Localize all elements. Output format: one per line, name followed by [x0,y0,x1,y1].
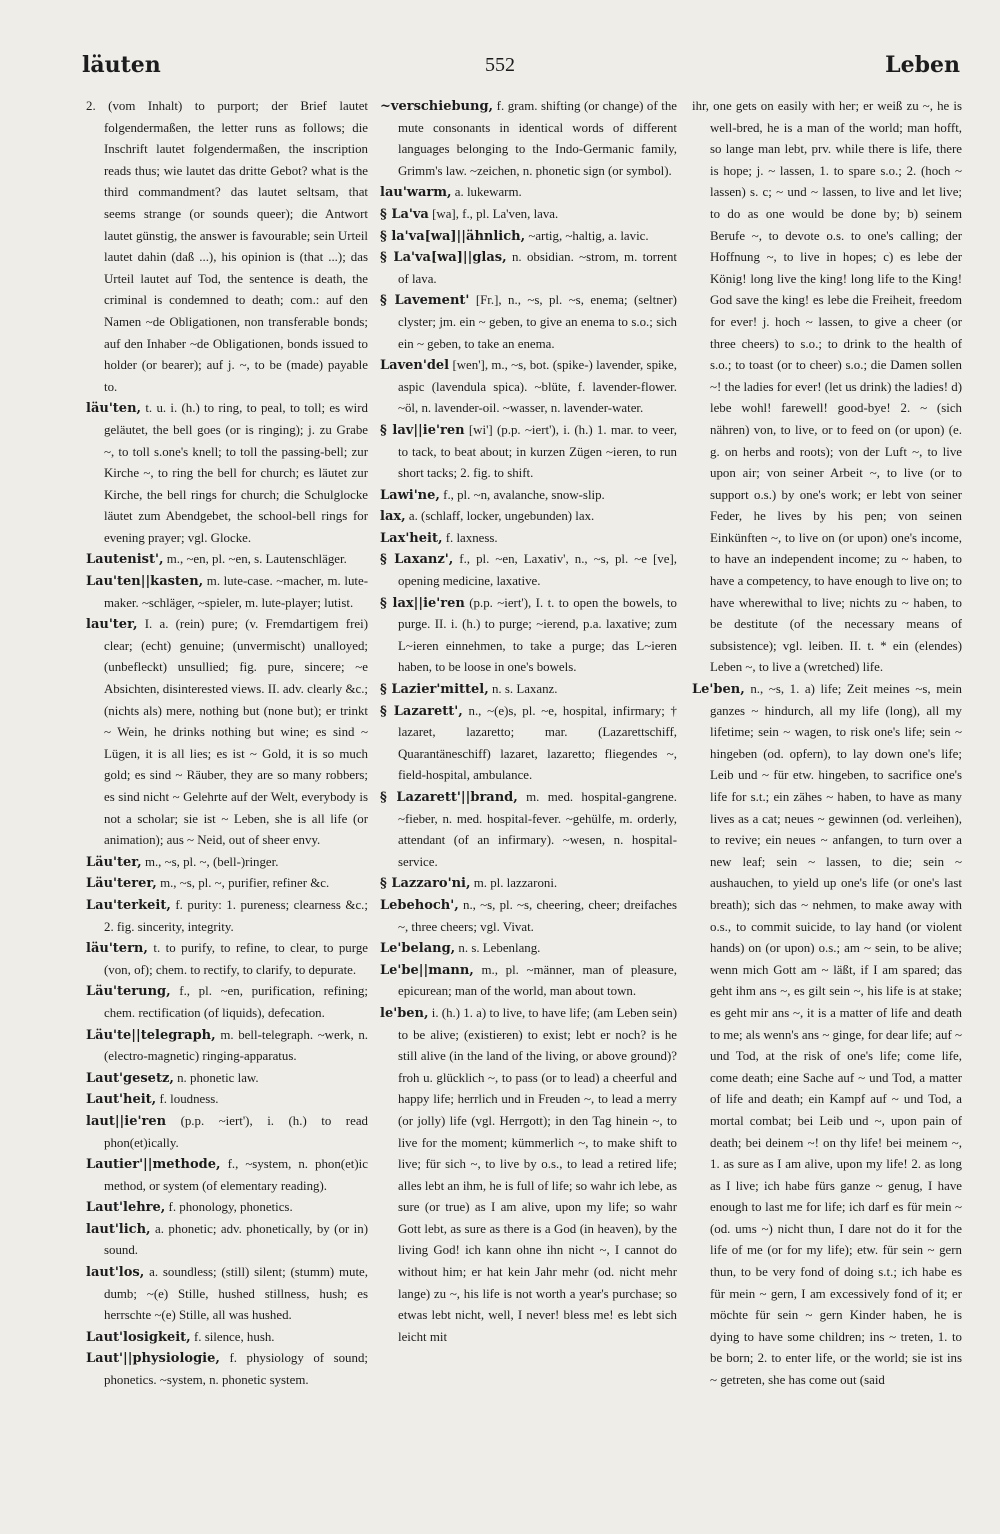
dictionary-entry [86,938,368,981]
column-1 [86,96,368,1516]
dictionary-entry [86,1348,368,1391]
entry-definition: t. to purify, to refine, to clear, to purge (von, of); chem. to rectify, to clarify, to depurate. [104,941,368,977]
entry-definition: [wa], f., pl. La'ven, lava. [432,206,559,221]
dictionary-entry [380,226,677,248]
dictionary-entry [380,593,677,679]
entry-headword: Läu'ter, [86,854,142,870]
entry-definition: a. lukewarm. [454,185,522,200]
dictionary-entry [380,787,677,873]
dictionary-entry [86,1262,368,1327]
entry-definition: m. bell-telegraph. ~werk, n. (electro-magnetic) ringing-apparatus. [104,1027,368,1064]
dictionary-entry [380,960,677,1003]
entry-definition: (p.p. ~iert'), I. t. to open the bowels, to purge. II. i. (h.) to purge; ~ierend, p.a. laxative; zum L~ieren einnehmen, to take a purge; das L~ieren haben, to be loose in one's bowels. [398,595,677,675]
entry-definition: m., ~s, pl. ~, purifier, refiner &c. [160,876,330,891]
column-2 [380,96,677,1516]
entry-headword: lau'ter, [86,617,138,633]
entry-headword: § La'va[wa]||glas, [380,250,507,266]
entry-definition: n. phonetic law. [177,1070,259,1085]
dictionary-entry [86,96,368,398]
dictionary-entry [380,895,677,938]
dictionary-entry [86,1025,368,1068]
entry-headword: Lax'heit, [380,530,443,546]
entry-definition: n., ~(e)s, pl. ~e, hospital, infirmary; † lazaret, lazaretto; mar. (Lazarettschiff, Quarantäneschiff) lazaret, lazaretto; fliegendes ~, field-hospital, ambulance. [398,703,677,783]
dictionary-entry [380,182,677,204]
entry-headword: laut||ie'ren [86,1113,167,1129]
entry-headword: laut'lich, [86,1221,151,1237]
entry-headword: läu'tern, [86,941,148,957]
dictionary-entry [692,96,962,679]
entry-definition: n. obsidian. ~strom, m. torrent of lava. [398,250,677,286]
dictionary-entry [86,1089,368,1111]
entry-headword: § lax||ie'ren [380,595,465,611]
entry-definition: a. (schlaff, locker, ungebunden) lax. [408,509,595,524]
dictionary-entry [380,938,677,960]
entry-definition: n., ~s, pl. ~s, cheering, cheer; dreifaches ~, three cheers; vgl. Vivat. [398,897,677,934]
entry-definition: f. physiology of sound; phonetics. ~system, n. phonetic system. [104,1351,368,1388]
entry-headword: Lau'ten||kasten, [86,574,204,590]
entry-definition: m., ~s, pl. ~, (bell-)ringer. [144,854,279,869]
entry-headword: ~verschiebung, [380,99,494,114]
entry-headword: § Lazarett', [380,703,463,719]
entry-headword: Le'belang, [380,941,456,957]
entry-definition: [wi'] (p.p. ~iert'), i. (h.) 1. mar. to veer, to tack, to beat about; in kurzen Zügen ~ieren, to run short tacks; 2. fig. to shift. [398,422,677,481]
dictionary-entry [380,420,677,485]
entry-definition: f. silence, hush. [193,1329,275,1344]
dictionary-entry [86,1111,368,1154]
entry-definition: f. gram. shifting (or change) of the mute consonants in identical words of different languages belonging to the Indo-Germanic family, Grimm's law. ~zeichen, n. phonetic sign (or symbol). [398,99,677,178]
entry-definition: ~artig, ~haltig, a. lavic. [528,228,649,243]
dictionary-entry [380,247,677,290]
entry-headword: § Lazier'mittel, [380,682,489,698]
entry-definition: m. med. hospital-gangrene. ~fieber, n. med. hospital-fever. ~gehülfe, m. orderly, attendant (of an infirmary). ~wesen, n. hospital-service. [398,790,677,869]
entry-definition: I. a. (rein) pure; (v. Fremdartigem frei) clear; (echt) genuine; (unvermischt) unalloyed; (unbefleckt) unsullied; fig. pure, sincere; ~e Absichten, disinterested views. II. adv. clearly &c.; (nichts als) mere, nothing but (none but); er trinkt ~ Wein, he drinks nothing but wine; es sind ~ Lügen, it is all lies; es ist ~ Gold, it is so much gold; es sind ~ Räuber, they are so many robbers; es sind nicht ~ Gelehrte auf der Welt, everybody is not a scholar; sie ist ~ Leben, she is all life (or animation); aus ~ Neid, out of sheer envy. [104,617,368,848]
dictionary-entry [86,1327,368,1349]
dictionary-entry [86,895,368,938]
entry-definition: a. phonetic; adv. phonetically, by (or in) sound. [104,1221,368,1258]
entry-definition: m., ~en, pl. ~en, s. Lautenschläger. [166,552,347,567]
dictionary-entry [86,398,368,549]
entry-definition: i. (h.) 1. a) to live, to have life; (am Leben sein) to be alive; (existieren) to exist; lebt er noch? is he still alive (in the land of the living, or above ground)? froh u. glücklich ~, to pass (or to lead) a cheerful and happy life; herrlich und in Freuden ~, to lead a merry (or jolly) life (vgl. Herrgott); in den Tag hinein ~, to live for the moment; kümmerlich ~, to make shift to live; für sich ~, to live by o.s., to lead a retired life; alles lebt an ihm, he is full of life; so wahr ich lebe, as sure (or true) as I am alive, upon my life; so wahr Gott lebt, as sure as there is a God (in heaven), by the living God! ich kann ohne ihn nicht ~, I cannot do without him; er hat kein Jahr mehr (od. nicht mehr lange) zu ~, his life is not worth a year's purchase; so etwas lebt nicht, well, I never! bless me! es lebt sich leicht mit [398,1005,677,1344]
entry-definition: f. phonology, phonetics. [168,1200,293,1215]
entry-headword: Lau'terkeit, [86,897,171,913]
entry-headword: Laut'gesetz, [86,1070,174,1086]
dictionary-entry [86,1219,368,1262]
entry-headword: lau'warm, [380,185,452,201]
dictionary-entry [380,506,677,528]
dictionary-entry [380,290,677,355]
entry-headword: laut'los, [86,1265,145,1281]
entry-definition: f. loudness. [159,1092,219,1107]
entry-definition: f., pl. ~en, Laxativ', n., ~s, pl. ~e [ve], opening medicine, laxative. [398,552,677,589]
dictionary-entry [86,571,368,614]
entry-definition: f., pl. ~n, avalanche, snow-slip. [443,487,605,502]
entry-definition: f., pl. ~en, purification, refining; chem. rectification (of liquids), defecation. [104,984,368,1020]
dictionary-entry [380,1003,677,1349]
entry-definition: f. laxness. [445,530,498,545]
entry-headword: Lautier'||methode, [86,1157,221,1173]
column-3 [692,96,962,1516]
entry-headword: Le'be||mann, [380,962,474,978]
entry-headword: Lautenist', [86,552,164,568]
entry-headword: Lebehoch', [380,897,459,913]
dictionary-entry [86,852,368,874]
entry-headword: § La'va [380,206,429,222]
dictionary-entry [380,355,677,420]
entry-definition: m. pl. lazzaroni. [473,876,558,891]
header-last-word: Leben [885,52,960,78]
dictionary-entry [380,873,677,895]
entry-definition: t. u. i. (h.) to ring, to peal, to toll; es wird geläutet, the bell goes (or is ringing); j. zu Grabe ~, to toll s.one's knell; to toll the passing-bell; zur Kirche ~, to ring the bell for church; es läutet zur Kirche, the bell rings for church; die Schulglocke läutet zum Abendgebet, the school-bell rings for evening prayer; vgl. Glocke. [104,401,368,545]
entry-headword: läu'ten, [86,401,142,417]
dictionary-entry [86,1154,368,1197]
entry-definition: n. s. Lebenlang. [458,941,541,956]
entry-headword: Laut'||physiologie, [86,1351,220,1367]
dictionary-entry [380,204,677,226]
entry-headword: Laut'losigkeit, [86,1329,191,1345]
entry-headword: Läu'terer, [86,876,157,892]
entry-headword: Läu'te||telegraph, [86,1027,216,1043]
dictionary-entry [692,679,962,1392]
entry-headword: § Laxanz', [380,552,454,568]
dictionary-entry [380,485,677,507]
dictionary-entry [86,1197,368,1219]
dictionary-entry [86,981,368,1024]
dictionary-entry [380,679,677,701]
page-number: 552 [485,54,515,76]
entry-headword: Laven'del [380,358,450,374]
dictionary-entry [86,873,368,895]
entry-headword: Lawi'ne, [380,487,440,503]
dictionary-entry [380,528,677,550]
entry-headword: § Lazzaro'ni, [380,876,471,892]
entry-definition: ihr, one gets on easily with her; er weiß zu ~, he is well-bred, he is a man of the world; man hofft, so lange man lebt, prv. while there is life, there is hope; j. ~ lassen, 1. to spare s.o.; 2. (hoch ~ lassen) s. c; ~ und ~ lassen, to live and let live; to do as one would be done by; b) seinem Berufe ~, to devote o.s. to one's calling; der Hoffnung ~, to live in hopes; c) es lebe der König! long live the king! long life to the King! God save the king! es lebe die Freiheit, freedom for ever! j. hoch ~ lassen, to give a cheer (or three cheers) to s.o.; to drink to the health of s.o.; to toast (or to cheer) s.o.; die Damen sollen ~! the ladies for ever! (let us drink) the ladies! d) lebe wohl! farewell! good-bye! 2. ~ (sich nähren) von, to live, or to feed on (or upon) (e. g. on herbs and roots); von der Luft ~, to live upon air; von seiner Arbeit ~, to live (or to support o.s.) by one's work; er lebt von seiner Feder, he lives by his pen; von seinen Einkünften ~, to live on (or upon) one's income, to have an independent income; zu ~ haben, to have a competency, to have enough to live on; to have wherewithal to live; nichts zu ~ haben, to be destitute (of the necessary means of subsistence); vgl. leiben. II. t. * ein (elendes) Leben ~, to live a (wretched) life. [692,99,962,675]
dictionary-entry [86,614,368,852]
entry-definition: n. s. Laxanz. [491,682,558,697]
entry-definition: [wen'], m., ~s, bot. (spike-) lavender, spike, aspic (lavendula spica). ~blüte, f. lavender-flower. ~öl, n. lavender-oil. ~wasser, n. lavender-water. [398,358,677,416]
entry-headword: lax, [380,509,406,525]
entry-headword: § lav||ie'ren [380,422,465,438]
dictionary-entry [380,96,677,182]
dictionary-entry [86,549,368,571]
entry-headword: le'ben, [380,1005,429,1021]
dictionary-entry [380,701,677,787]
entry-definition: m., pl. ~männer, man of pleasure, epicurean; man of the world, man about town. [398,962,677,999]
entry-headword: Läu'terung, [86,984,171,1000]
entry-definition: m. lute-case. ~macher, m. lute-maker. ~schläger, ~spieler, m. lute-player; lutist. [104,574,368,610]
entry-definition: [Fr.], n., ~s, pl. ~s, enema; (seltner) clyster; jm. ein ~ geben, to give an enema to s.o.; sich ein ~ geben, to take an enema. [398,293,677,351]
header-first-word: läuten [82,52,161,78]
entry-definition: f. purity: 1. pureness; clearness &c.; 2. fig. sincerity, integrity. [104,897,368,934]
entry-headword: § Lavement' [380,293,470,309]
entry-headword: Laut'lehre, [86,1200,166,1216]
dictionary-entry [380,549,677,592]
entry-definition: n., ~s, 1. a) life; Zeit meines ~s, mein ganzes ~ hindurch, all my life (long), all my lifetime; sein ~ wagen, to risk one's life; sein ~ hingeben (od. opfern), to lay down one's life; Leib und ~ für etw. hingeben, to sacrifice one's life for s.t.; ein zähes ~ haben, to have as many lives as a cat; neues ~ gewinnen (od. verleihen), to revive; ein neues ~ anfangen, to turn over a new leaf; sein ~ lassen, to die; sein ~ aushauchen, to yield up one's life (or one's last breath); sich das ~ nehmen, to make away with o.s., to commit suicide, to lay hand (or violent hands) on (or upon) o.s.; am ~ sein, to be alive; wenn mich Gott am ~ läßt, if I am spared; das geht ihm ans ~, es gilt sein ~, his life is at stake; es geht mir ans ~, it is a matter of life and death to me; als wenn's ans ~ ginge, for dear life; auf ~ und Tod, at the risk of one's life; come life, come death; eine Sache auf ~ und Tod, a matter of life and death; ein Kampf auf ~ und Tod, a mortal combat; bei Leib und ~, upon pain of death; bei deinem ~! on thy life! bei meinem ~, 1. as sure as I am alive, upon my life! 2. as long as I live; ich habe fürs ganze ~ genug, I have enough to last me for life; ich darf es für mein ~ (od. ums ~) nicht thun, I dare not do it for the life of me (or for my life); etw. für sein ~ gern thun, to be very fond of doing s.t.; ich habe es für mein ~ gern, I am excessively fond of it; er möchte für sein ~ gern Kinder haben, he is dying to have some children; ins ~ treten, 1. to be born; 2. to enter life, or the world; sie ist ins ~ getreten, she has come out (said [710,682,962,1388]
entry-headword: Laut'heit, [86,1092,157,1108]
dictionary-entry [86,1068,368,1090]
page-header [0,52,1000,86]
entry-definition: (p.p. ~iert'), i. (h.) to read phon(et)ically. [104,1113,368,1150]
entry-definition: a. soundless; (still) silent; (stumm) mute, dumb; ~(e) Stille, hushed stillness, hush; es herrschte ~(e) Stille, all was hushed. [104,1265,368,1323]
entry-definition: 2. (vom Inhalt) to purport; der Brief lautet folgendermaßen, the letter runs as follows; die Inschrift lautet folgendermaßen, the inscription reads thus; wie lautet das dritte Gebot? what is the third commandment? das lautet seltsam, that seems strange (or sounds queer); die Antwort lautet günstig, the answer is favourable; sein Urteil lautet dahin (daß ...), his opinion is (that ...); das Urteil lautet auf Tod, the sentence is death, the criminal is condemned to death; com.: auf den Namen ~de Obligationen, non transferable bonds; auf den Inhaber ~de Obligationen, bonds issued to holder (or bearer); auf j. ~, to be (made) payable to. [86,99,368,394]
entry-headword: § Lazarett'||brand, [380,790,518,805]
entry-definition: f., ~system, n. phon(et)ic method, or system (of elementary reading). [104,1157,368,1193]
entry-headword: § la'va[wa]||ähnlich, [380,228,526,244]
entry-headword: Le'ben, [692,682,745,698]
